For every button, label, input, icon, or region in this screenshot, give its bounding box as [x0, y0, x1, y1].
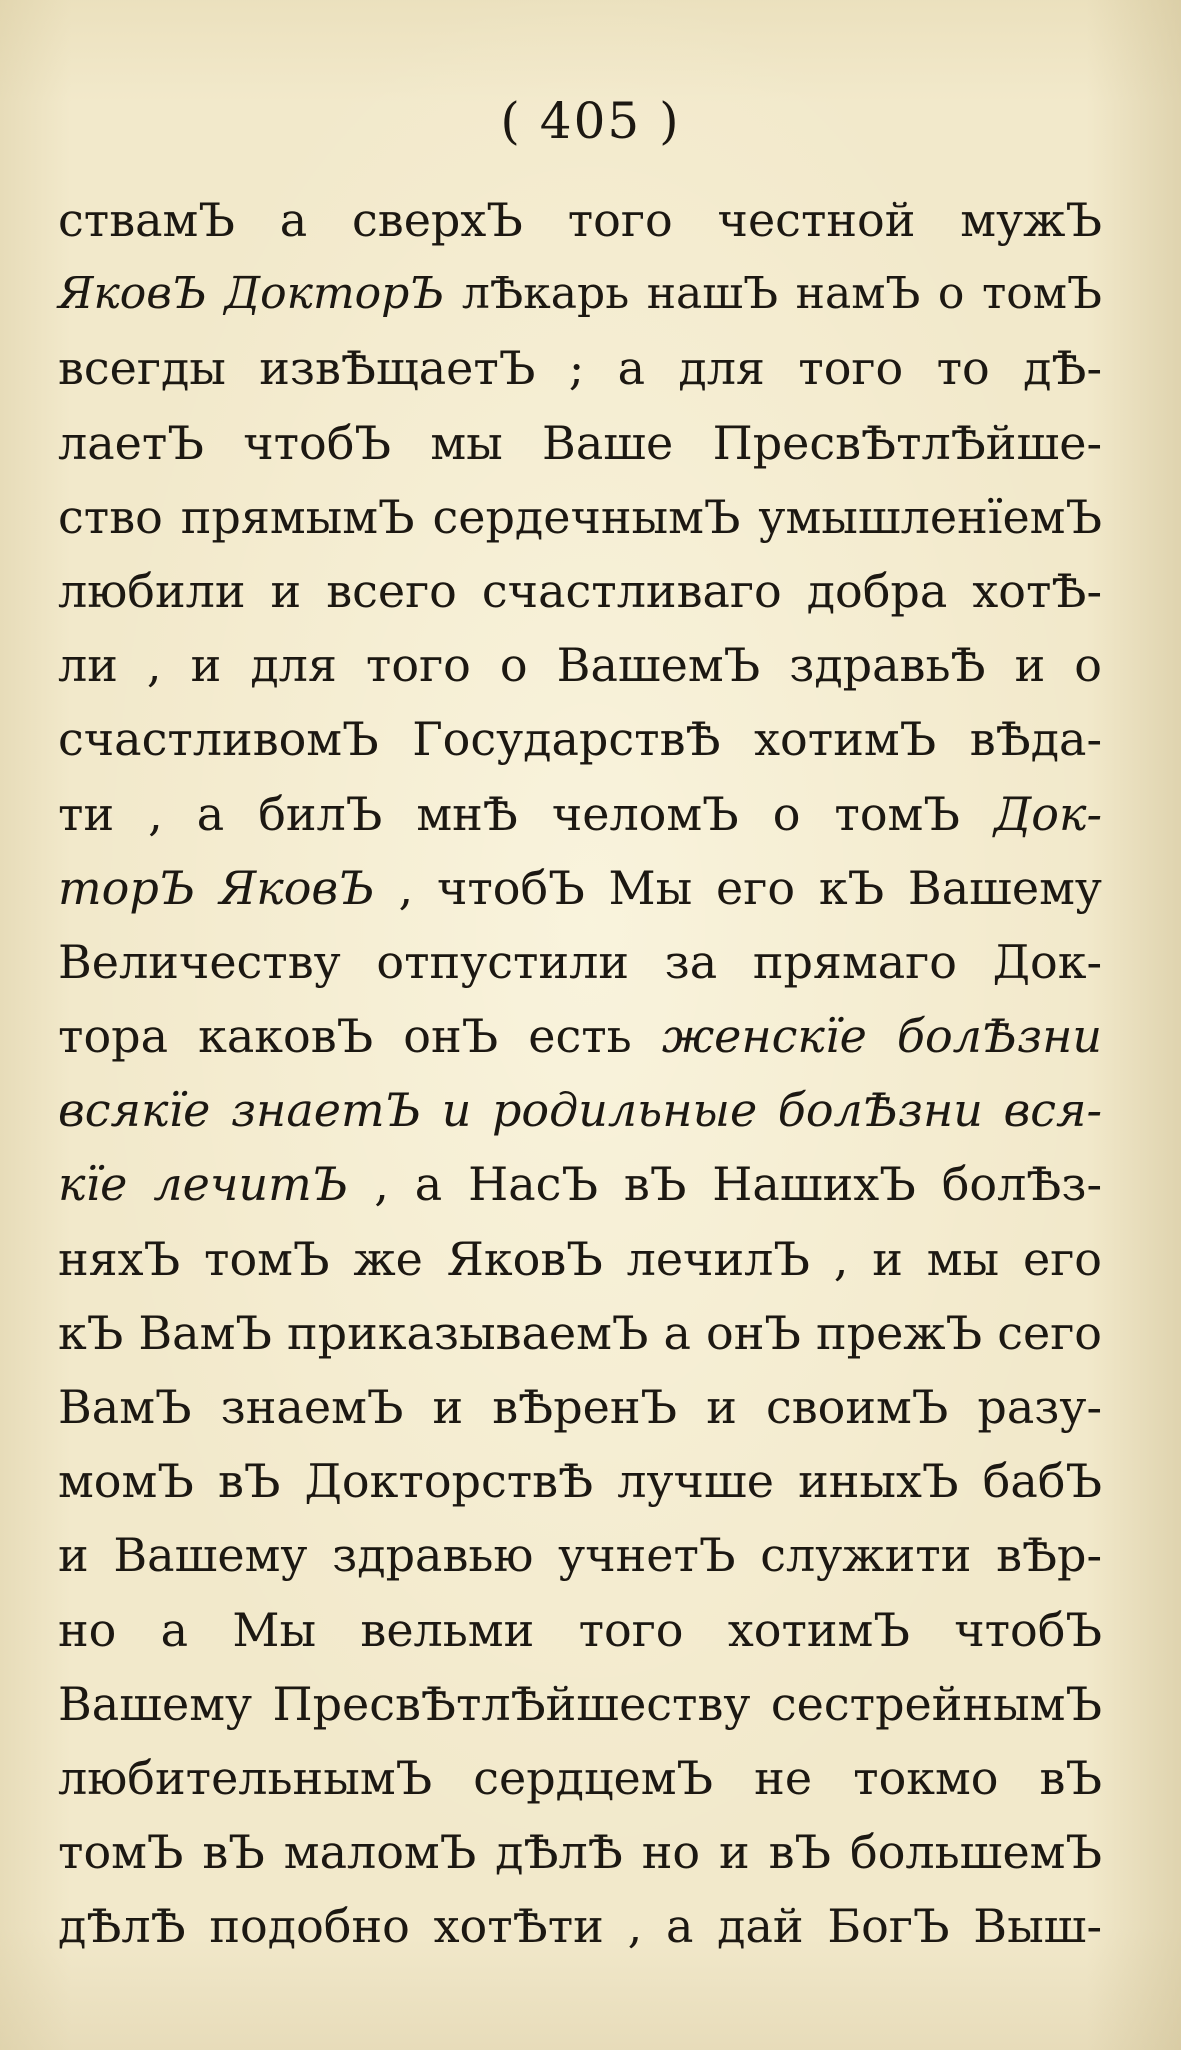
- text-line: [58, 851, 1102, 925]
- text-segment: лаетЪ чтобЪ мы Ваше ПресвѢтлѢйше-: [58, 415, 1102, 470]
- text-segment: , а НасЪ вЪ НашихЪ болѢз-: [348, 1157, 1102, 1212]
- italic-text: Док-: [993, 786, 1102, 841]
- text-line: [58, 480, 1102, 554]
- text-line: [58, 925, 1102, 999]
- text-line: [58, 999, 1102, 1073]
- text-line: [58, 1296, 1102, 1370]
- text-segment: , чтобЪ Мы его кЪ Вашему: [374, 860, 1102, 915]
- text-segment: Величеству отпустили за прямаго Док-: [58, 934, 1102, 989]
- text-segment: ство прямымЪ сердечнымЪ умышленїемЪ: [58, 489, 1102, 544]
- italic-text: кїе лечитЪ: [58, 1157, 349, 1212]
- text-line: [58, 628, 1102, 702]
- text-line: [58, 1518, 1102, 1592]
- text-line: [58, 1073, 1102, 1147]
- text-line: [58, 1147, 1102, 1221]
- text-segment: но а Мы вельми того хотимЪ чтобЪ: [58, 1602, 1102, 1657]
- italic-text: женскїе болѢзни: [661, 1009, 1102, 1064]
- text-segment: Вашему ПресвѢтлѢйшеству сестрейнымЪ: [58, 1676, 1102, 1731]
- text-segment: и Вашему здравью учнетЪ служити вѢр-: [58, 1528, 1102, 1583]
- italic-text: ЯковЪ ДокторЪ: [58, 268, 445, 320]
- text-line: [58, 331, 1102, 405]
- text-segment: всегды извѢщаетЪ ; а для того то дѢ-: [58, 341, 1102, 396]
- text-segment: ВамЪ знаемЪ и вѢренЪ и своимЪ разу-: [58, 1380, 1102, 1434]
- text-line: [58, 257, 1102, 331]
- text-segment: момЪ вЪ ДокторствѢ лучше иныхЪ бабЪ: [58, 1454, 1102, 1509]
- text-line: [58, 1444, 1102, 1518]
- text-segment: ствамЪ а сверхЪ того честной мужЪ: [58, 193, 1102, 247]
- text-line: [58, 1593, 1102, 1667]
- text-segment: любили и всего счастливаго добра хотѢ-: [58, 563, 1102, 618]
- text-line: [58, 183, 1102, 257]
- italic-text: всякїе знаетЪ и родильные болѢзни вся-: [58, 1083, 1102, 1138]
- text-line: [58, 777, 1102, 851]
- text-line: [58, 702, 1102, 776]
- text-line: [58, 1741, 1102, 1815]
- page-number: ( 405 ): [500, 92, 681, 150]
- text-segment: лѢкарь нашЪ намЪ о томЪ: [444, 268, 1102, 320]
- text-line: [58, 406, 1102, 480]
- text-segment: ли , и для того о ВашемЪ здравьѢ и о: [58, 638, 1102, 693]
- text-segment: тора каковЪ онЪ есть: [58, 1009, 662, 1064]
- text-line: [58, 554, 1102, 628]
- text-segment: кЪ ВамЪ приказываемЪ а онЪ прежЪ сего: [58, 1305, 1102, 1360]
- text-line: [58, 1222, 1102, 1296]
- text-line: [58, 1370, 1102, 1444]
- text-segment: ти , а билЪ мнѢ челомЪ о томЪ: [58, 786, 994, 841]
- text-segment: няхЪ томЪ же ЯковЪ лечилЪ , и мы его: [58, 1231, 1102, 1286]
- text-segment: томЪ вЪ маломЪ дѢлѢ но и вЪ большемЪ: [58, 1825, 1102, 1880]
- text-segment: дѢлѢ подобно хотѢти , а дай БогЪ Выш-: [58, 1899, 1102, 1954]
- text-line: [58, 1815, 1102, 1889]
- text-segment: любительнымЪ сердцемЪ не токмо вЪ: [58, 1750, 1102, 1805]
- text-line: [58, 1667, 1102, 1741]
- body-text: [58, 183, 1102, 1964]
- italic-text: торЪ ЯковЪ: [58, 860, 375, 915]
- text-segment: счастливомЪ ГосударствѢ хотимЪ вѢда-: [58, 712, 1102, 767]
- text-line: [58, 1889, 1102, 1963]
